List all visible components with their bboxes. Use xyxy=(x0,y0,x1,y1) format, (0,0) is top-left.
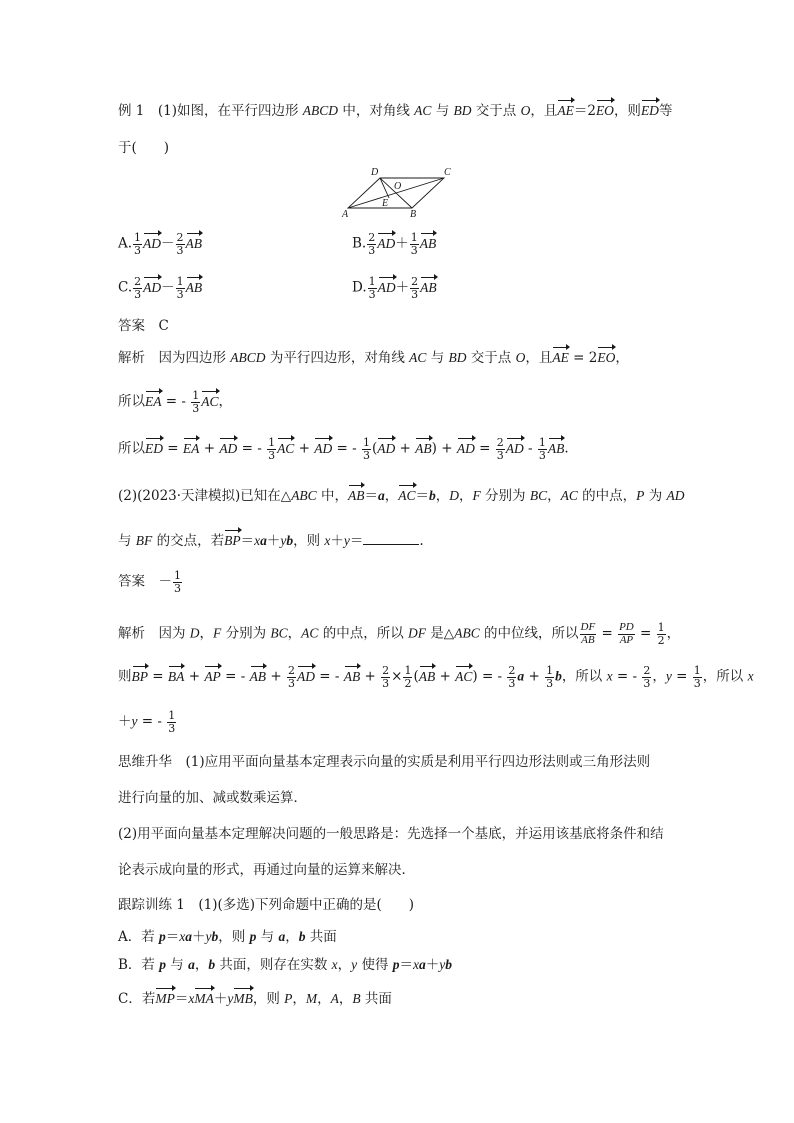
summary-p1-line1: 思维升华 (1)应用平面向量基本定理表示向量的实质是利用平行四边形法则或三角形法则 xyxy=(118,754,651,770)
summary-p1-line2: 进行向量的加、减或数乘运算． xyxy=(118,790,307,806)
example1-part2-line2: 与 BF 的交点，若BP＝xa＋yb，则 x＋y＝ . xyxy=(118,533,424,549)
option-d[interactable]: D. $\frac{1}{3}$ AD＋ $\frac{2}{3}$ AB xyxy=(352,275,437,301)
parallelogram-figure xyxy=(336,164,456,220)
segment-de xyxy=(380,178,389,198)
analysis2-line3: ＋y = - $\frac{1}{3}$ xyxy=(118,709,176,735)
answer1: 答案 C xyxy=(118,318,169,334)
practice-option-b[interactable]: B．若 p 与 a，b 共面，则存在实数 x，y 使得 p＝xa＋yb xyxy=(118,957,452,973)
practice-option-c[interactable]: C．若MP＝xMA＋yMB，则 P，M，A，B 共面 xyxy=(118,991,392,1007)
example1-question-line2: 于( ) xyxy=(118,140,170,156)
practice-option-a[interactable]: A．若 p＝xa＋yb，则 p 与 a，b 共面 xyxy=(118,929,337,945)
label-o: O xyxy=(394,181,402,192)
analysis2-line2: 则BP = BA + AP = - AB + $\frac{2}{3}$ AD = - AB + $\frac{2}{3}$ × $\frac{1}{2}$ (AB + AC) = - $\frac{2}{3}$ a + $\frac{1}{3}$ b，所以 x = - $\frac{2}{3}$ ，y = $\frac{1}{3}$ ，所以 x xyxy=(118,664,754,690)
practice-title: 跟踪训练 1 (1)(多选)下列命题中正确的是( ) xyxy=(118,897,415,913)
analysis1-line3: 所以ED = EA + AD = - $\frac{1}{3}$ AC + AD = - $\frac{1}{3}$ (AD + AB) + AD = $\frac{2}{3}$ AD - $\frac{1}{3}$ AB. xyxy=(118,436,569,462)
answer-blank[interactable] xyxy=(363,532,419,545)
option-b[interactable]: B. $\frac{2}{3}$ AD＋ $\frac{1}{3}$ AB xyxy=(352,231,437,257)
label-c: C xyxy=(444,167,451,178)
label-a: A xyxy=(342,209,349,220)
label-b: B xyxy=(410,209,417,220)
analysis1-line2: 所以EA = - $\frac{1}{3}$ AC， xyxy=(118,389,233,415)
label-e: E xyxy=(382,198,389,209)
analysis1-line1: 解析 因为四边形 ABCD 为平行四边形，对角线 AC 与 BD 交于点 O，且AE = 2EO， xyxy=(118,350,629,366)
summary-p2-line2: 论表示成向量的形式，再通过向量的运算来解决． xyxy=(118,862,415,878)
analysis2-line1: 解析 因为 D，F 分别为 BC，AC 的中点，所以 DF 是△ABC 的中位线，所以 $\frac{DF}{AB}$ = $\frac{PD}{AP}$ = $\frac{1}{2}$ ， xyxy=(118,621,681,647)
label-d: D xyxy=(371,167,379,178)
example1-part2-line1: (2)(2023·天津模拟)已知在△ABC 中，AB＝a，AC＝b，D，F 分别为 BC，AC 的中点，P 为 AD xyxy=(118,488,685,504)
answer2: 答案 － $\frac{1}{3}$ xyxy=(118,569,181,595)
summary-p2-line1: (2)用平面向量基本定理解决问题的一般思路是：先选择一个基底，并运用该基底将条件和结 xyxy=(118,826,664,842)
option-a[interactable]: A. $\frac{1}{3}$ AD－ $\frac{2}{3}$ AB xyxy=(118,231,203,257)
option-c[interactable]: C. $\frac{2}{3}$ AD－ $\frac{1}{3}$ AB xyxy=(118,275,203,301)
example1-question-line1: 例 1 (1)如图，在平行四边形 ABCD 中，对角线 AC 与 BD 交于点 O，且AE＝2EO，则ED等 xyxy=(118,103,673,119)
